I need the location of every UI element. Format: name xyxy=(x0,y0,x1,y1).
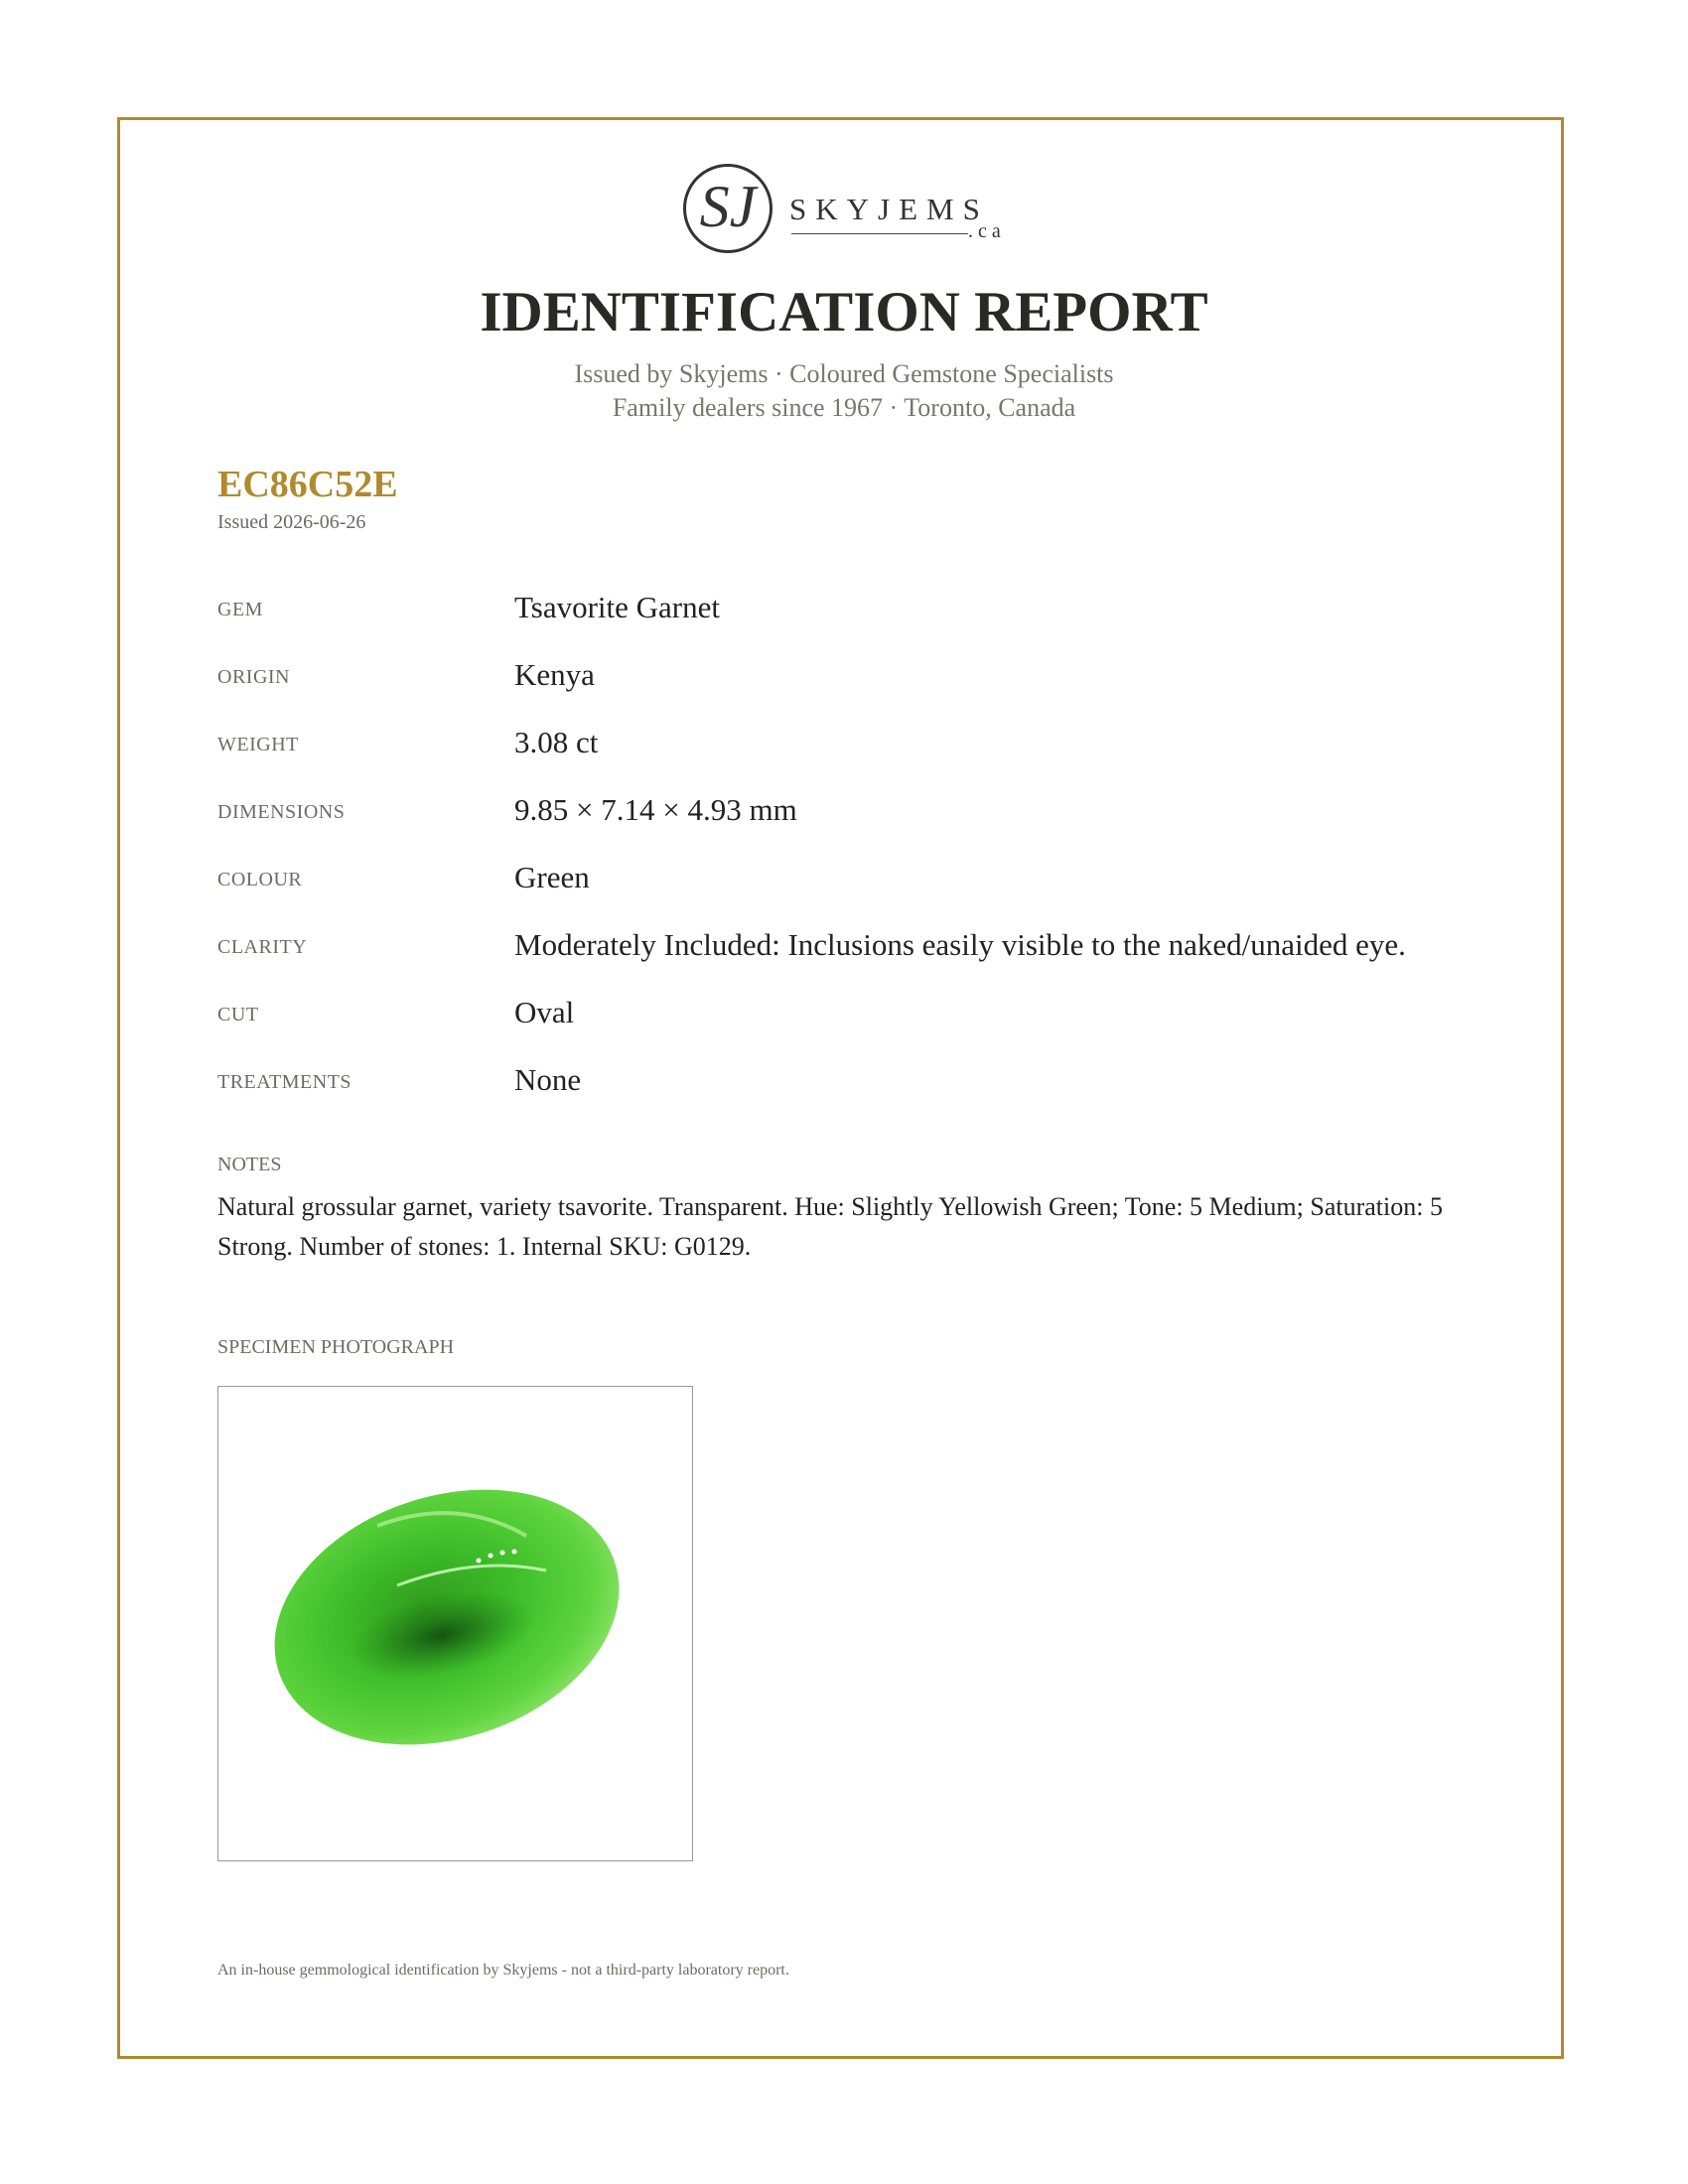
gem-image xyxy=(218,1387,691,1859)
disclaimer: An in-house gemmological identification by Skyjems - not a third-party laboratory report. xyxy=(217,1962,789,1979)
field-row-origin xyxy=(217,639,1508,699)
field-row-colour xyxy=(217,842,1508,901)
field-label: CUT xyxy=(217,1004,259,1025)
logo-monogram: SJ xyxy=(699,174,757,239)
field-label: DIMENSIONS xyxy=(217,801,346,823)
logo-domain-suffix: .ca xyxy=(968,220,1006,242)
field-row-gem xyxy=(217,572,1508,631)
field-value: Green xyxy=(514,860,590,894)
skyjems-logo xyxy=(683,164,1021,263)
dealer-line: Family dealers since 1967 · Toronto, Canada xyxy=(612,393,1076,422)
field-label: GEM xyxy=(217,599,263,620)
field-row-cut xyxy=(217,977,1508,1036)
field-value: Oval xyxy=(514,995,575,1029)
specimen-photo xyxy=(217,1386,693,1861)
field-label: WEIGHT xyxy=(217,734,299,755)
field-label: CLARITY xyxy=(217,936,308,958)
notes-text: Natural grossular garnet, variety tsavorite. Transparent. Hue: Slightly Yellowish Green; Tone: 5 Medium; Saturation: 5 Strong. Number of stones: 1. Internal SKU: G0129. xyxy=(217,1192,1443,1261)
logo-rule xyxy=(791,233,968,234)
field-label: ORIGIN xyxy=(217,666,290,688)
issuer-line: Issued by Skyjems · Coloured Gemstone Specialists xyxy=(574,359,1114,388)
field-value: 3.08 ct xyxy=(514,725,599,759)
logo-wordmark: SKYJEMS xyxy=(789,192,989,226)
field-row-dimensions xyxy=(217,774,1508,834)
field-label: COLOUR xyxy=(217,869,303,890)
field-value: Kenya xyxy=(514,657,595,692)
field-row-clarity xyxy=(217,909,1508,969)
report-id: EC86C52E xyxy=(217,464,398,505)
field-value: Tsavorite Garnet xyxy=(514,590,720,624)
issue-date: Issued 2026-06-26 xyxy=(217,511,366,533)
field-value: None xyxy=(514,1062,582,1097)
field-value: 9.85 × 7.14 × 4.93 mm xyxy=(514,792,797,827)
field-row-treatments xyxy=(217,1044,1508,1104)
notes-label: NOTES xyxy=(217,1154,282,1175)
field-value: Moderately Included: Inclusions easily visible to the naked/unaided eye. xyxy=(514,927,1406,962)
field-row-weight xyxy=(217,707,1508,766)
photo-label: SPECIMEN PHOTOGRAPH xyxy=(217,1336,455,1358)
report-title: IDENTIFICATION REPORT xyxy=(480,281,1208,343)
field-label: TREATMENTS xyxy=(217,1071,352,1093)
